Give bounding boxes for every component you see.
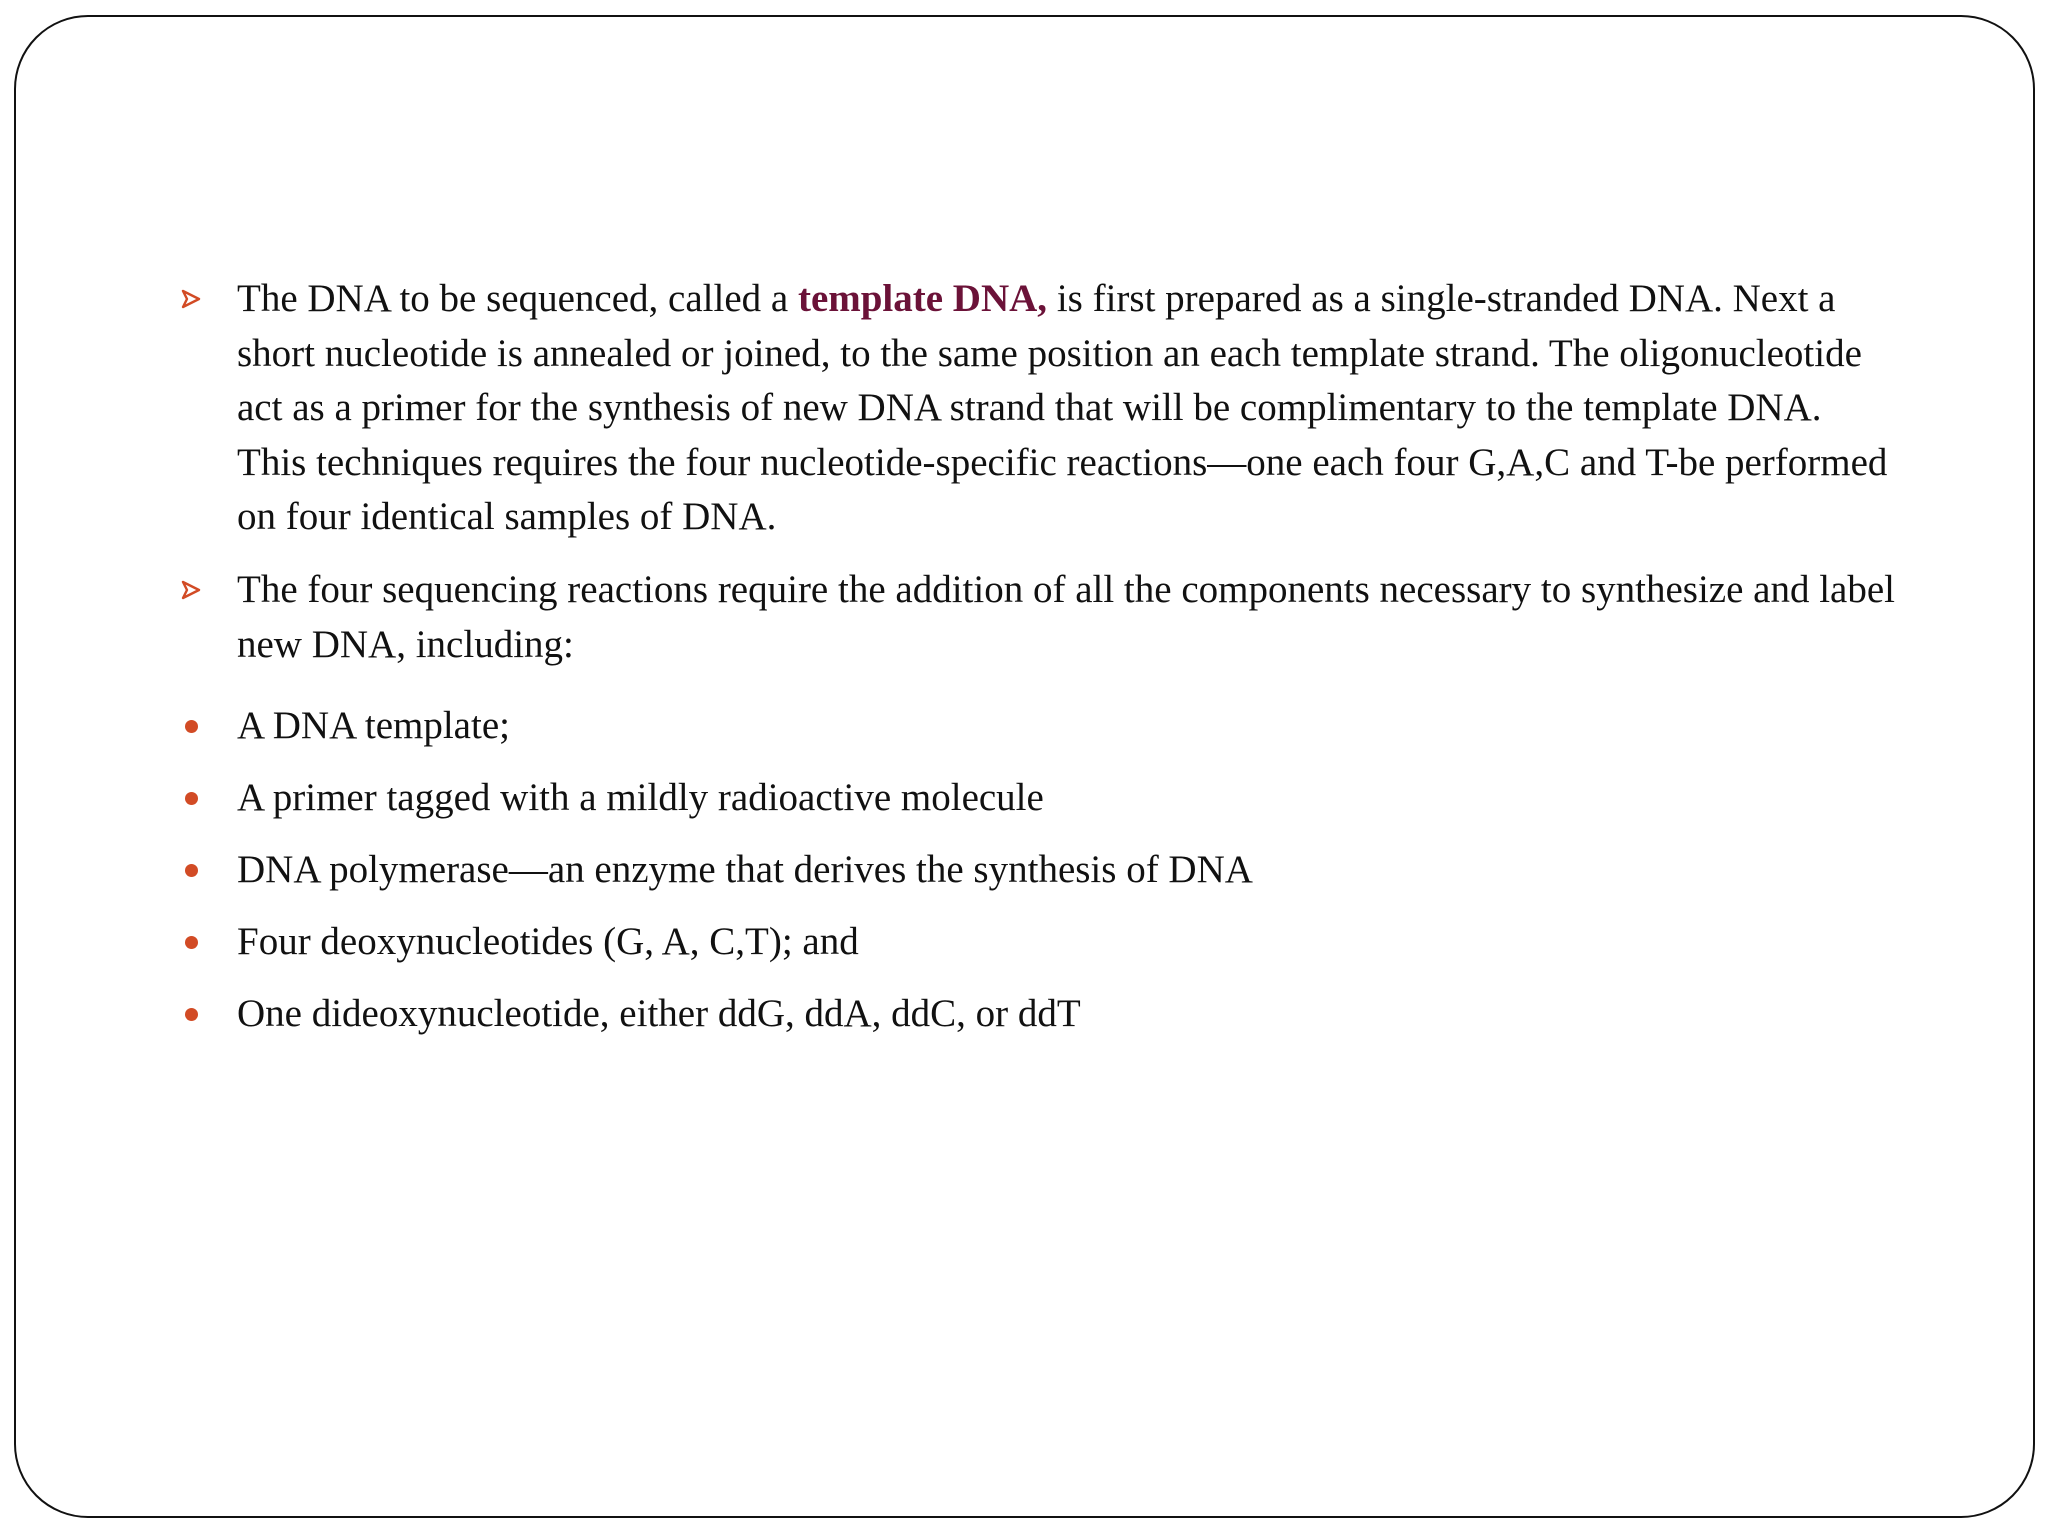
bullet-item-deoxynucleotides xyxy=(237,915,1897,970)
slide-frame xyxy=(14,15,2035,1518)
dot-bullet-icon xyxy=(176,843,206,897)
dot-bullet-icon xyxy=(176,771,206,825)
highlight-term: template DNA, xyxy=(797,277,1048,320)
arrowhead-bullet-icon xyxy=(176,563,206,617)
dot-bullet-icon xyxy=(176,915,206,969)
bullet-item-dideoxynucleotide xyxy=(237,987,1897,1042)
bullet-text: A primer tagged with a mildly radioactive molecule xyxy=(237,776,1044,819)
bullet-text: The four sequencing reactions require the addition of all the components necessary to synthesize and label new DNA, including: xyxy=(237,568,1896,666)
bullet-text: A DNA template; xyxy=(237,704,510,747)
bullet-item-dna-template xyxy=(237,699,1897,754)
bullet-item-primer xyxy=(237,771,1897,826)
bullet-item-reactions xyxy=(237,563,1897,672)
bullet-text: DNA polymerase—an enzyme that derives the synthesis of DNA xyxy=(237,848,1253,891)
dot-bullet-icon xyxy=(176,987,206,1041)
bullet-item-template-dna xyxy=(237,272,1897,545)
dot-bullet-icon xyxy=(176,699,206,753)
bullet-text-end: is first prepared as a single-stranded DNA. Next a short nucleotide is annealed or joined, to the same position an each template strand. The oligonucleotide act as a primer for the synthesis of new DNA strand that will be complimentary to the template DNA. This techniques requires the four nucleotide-specific reactions—one each four G,A,C and T-be performed on four identical samples of DNA. xyxy=(237,277,1888,538)
arrowhead-bullet-icon xyxy=(176,272,206,326)
bullet-text-start: The DNA to be sequenced, called a xyxy=(237,277,798,320)
bullet-text: One dideoxynucleotide, either ddG, ddA, ddC, or ddT xyxy=(237,992,1081,1035)
bullet-text: Four deoxynucleotides (G, A, C,T); and xyxy=(237,920,859,963)
slide-content xyxy=(16,17,2033,1516)
bullet-item-polymerase xyxy=(237,843,1897,898)
